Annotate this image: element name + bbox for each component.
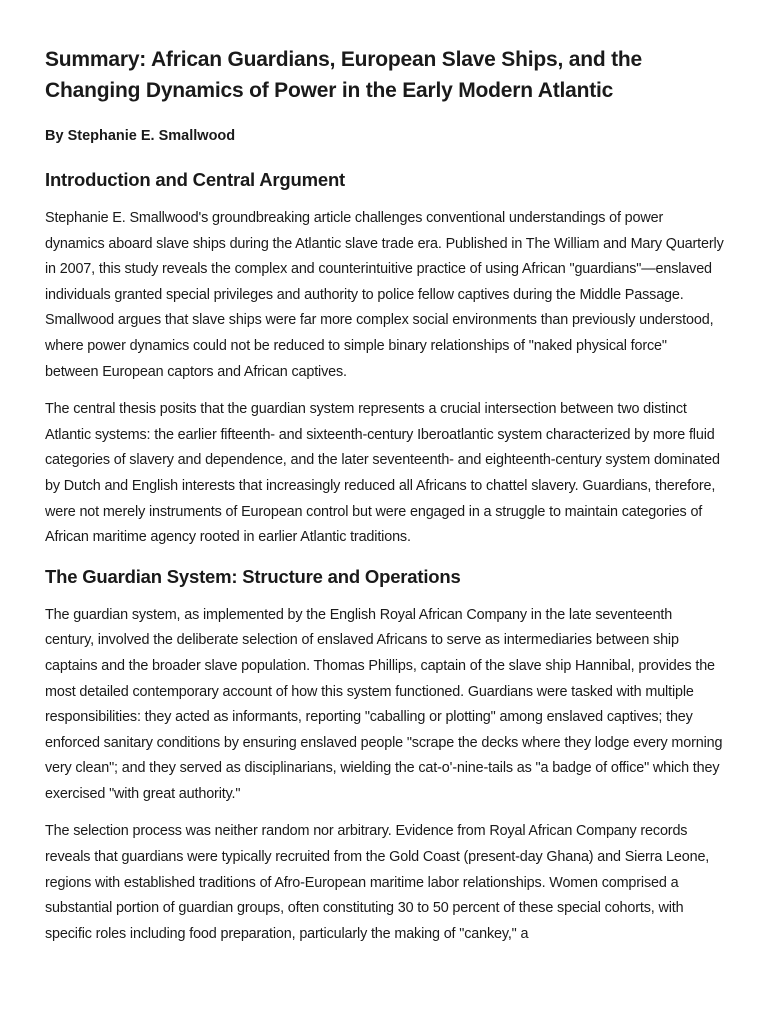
section-heading: The Guardian System: Structure and Operations	[45, 565, 461, 587]
author-byline: By Stephanie E. Smallwood	[45, 128, 236, 144]
document-title: Summary: African Guardians, European Slave Ships, and the Changing Dynamics of Power in the Early Modern Atlantic	[45, 48, 642, 102]
paragraph: The selection process was neither random nor arbitrary. Evidence from Royal African Company records reveals that guardians were typically recruited from the Gold Coast (present-day Ghana) and Sierra Leone, regions with established traditions of Afro-European maritime labor relationships. Women comprised a substantial portion of guardian groups, often constituting 30 to 50 percent of these special cohorts, with specific roles including food preparation, particularly the making of "cankey," a	[45, 823, 710, 942]
paragraph: Stephanie E. Smallwood's groundbreaking article challenges conventional understandings of power dynamics aboard slave ships during the Atlantic slave trade era. Published in The William and Mary Quarterly in 2007, this study reveals the complex and counterintuitive practice of using African "guardians"—enslaved individuals granted special privileges and authority to police fellow captives during the Middle Passage. Smallwood argues that slave ships were far more complex social environments than previously understood, where power dynamics could not be reduced to simple binary relationships of "naked physical force" between European captors and African captives.	[45, 210, 724, 380]
paragraph: The central thesis posits that the guardian system represents a crucial intersection between two distinct Atlantic systems: the earlier fifteenth- and sixteenth-century Iberoatlantic system characterized by more fluid categories of slavery and dependence, and the later seventeenth- and eighteenth-century system dominated by Dutch and English interests that increasingly reduced all Africans to chattel slavery. Guardians, therefore, were not merely instruments of European control but were engaged in a struggle to maintain categories of African maritime agency rooted in earlier Atlantic traditions.	[45, 401, 720, 546]
section-guardian-system	[45, 565, 724, 948]
paragraph: The guardian system, as implemented by the English Royal African Company in the late seventeenth century, involved the deliberate selection of enslaved Africans to serve as intermediaries between ship captains and the broader slave population. Thomas Phillips, captain of the slave ship Hannibal, provides the most detailed contemporary account of how this system functioned. Guardians were tasked with multiple responsibilities: they acted as informants, reporting "caballing or plotting" among enslaved captives; they enforced sanitary conditions by ensuring enslaved people "scrape the decks where they lodge every morning very clean"; and they served as disciplinarians, wielding the cat-o'-nine-tails as "a badge of office" which they exercised "with great authority."	[45, 606, 723, 802]
section-introduction	[45, 168, 724, 551]
section-heading: Introduction and Central Argument	[45, 169, 346, 190]
